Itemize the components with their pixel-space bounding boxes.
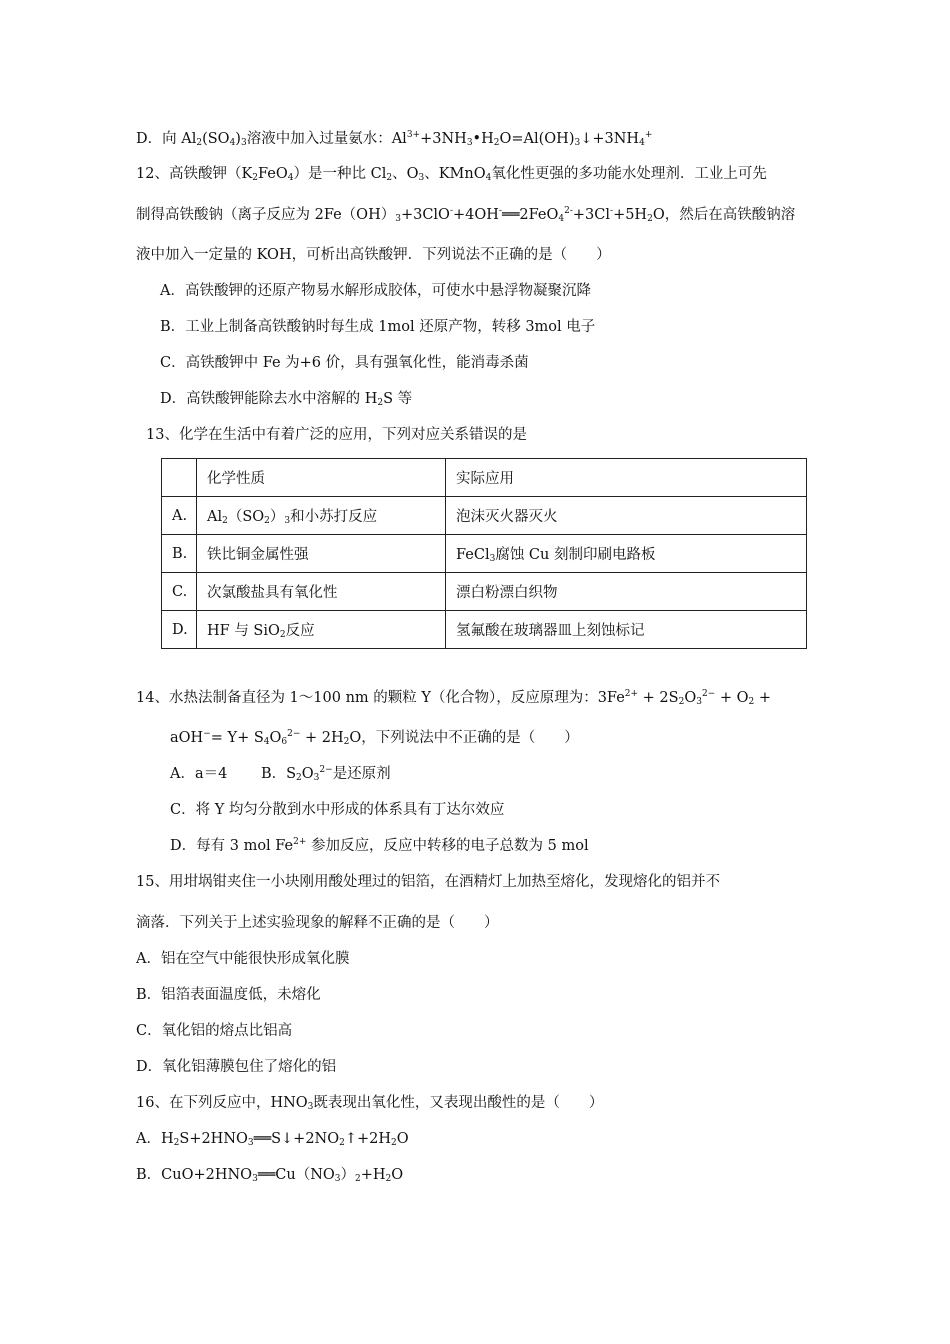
row-key: B.: [162, 535, 197, 573]
q14-stem-line2: $aOH^-= Y+ S_4O_6^{2-} + 2H_2O$，下列说法中不正确的是（ ）: [170, 729, 579, 747]
row-application: 氢氟酸在玻璃器皿上刻蚀标记: [446, 611, 807, 649]
row-property: HF 与 SiO$_2$反应: [197, 611, 446, 649]
row-application: FeCl$_3$腐蚀 Cu 刻制印刷电路板: [446, 535, 807, 573]
row-key: A.: [162, 497, 197, 535]
table-row: [162, 497, 807, 535]
q15-option-b: B．铝箔表面温度低，未熔化: [136, 987, 321, 1003]
q14-stem-line1: 14、水热法制备直径为 1～100 nm 的颗粒 Y（化合物），反应原理为：$3Fe^{2+} + 2S_2O_3^{2-} + O_2$ +: [136, 689, 771, 707]
table-header-row: [162, 459, 807, 497]
q11-option-d: D．向 $Al_2(SO_4)_3$溶液中加入过量氨水：$Al^{3+}+3NH_3•H_2O=Al(OH)_3↓+3NH_4^+$: [136, 130, 653, 148]
row-property: 铁比铜金属性强: [197, 535, 446, 573]
q15-stem-line2: 滴落．下列关于上述实验现象的解释不正确的是（ ）: [136, 915, 499, 931]
q15-option-a: A．铝在空气中能很快形成氧化膜: [136, 951, 350, 967]
q16-option-a: A．$H_2S+2HNO_3══S↓+2NO_2↑+2H_2O$: [136, 1131, 409, 1148]
q12-stem-line1: 12、高铁酸钾$(K_2FeO_4)$是一种比 $Cl_2$、$O_3$、KMnO$_4$氧化性更强的多功能水处理剂．工业上可先: [136, 166, 767, 183]
q16-stem: 16、在下列反应中，$HNO_3$既表现出氧化性，又表现出酸性的是（ ）: [136, 1095, 604, 1112]
q12-stem-line2: 制得高铁酸钠（离子反应为 $2Fe(OH)_3+3ClO^-+4OH^-══2FeO_4^{2-}+3Cl^-+5H_2O$，然后在高铁酸钠溶: [136, 206, 796, 224]
row-application: 泡沫灭火器灭火: [446, 497, 807, 535]
q15-option-d: D．氧化铝薄膜包住了熔化的铝: [136, 1059, 337, 1075]
table-cell-empty: [162, 459, 197, 497]
q14-options-ab: A．a＝4 B．$S_2O_3^{2-}$是还原剂: [170, 765, 391, 783]
q16-option-b: B．$CuO+2HNO_3══Cu(NO_3)_2+H_2O$: [136, 1167, 404, 1184]
row-property: 次氯酸盐具有氧化性: [197, 573, 446, 611]
q12-option-c: C．高铁酸钾中 Fe 为+6 价，具有强氧化性，能消毒杀菌: [160, 355, 529, 371]
q13-stem: 13、化学在生活中有着广泛的应用，下列对应关系错误的是: [146, 427, 527, 443]
q15-stem-line1: 15、用坩埚钳夹住一小块刚用酸处理过的铝箔，在酒精灯上加热至熔化，发现熔化的铝并不: [136, 874, 720, 890]
q14-option-c: C．将 Y 均匀分散到水中形成的体系具有丁达尔效应: [170, 802, 505, 818]
q14-option-d: D．每有 3 mol $Fe^{2+}$ 参加反应，反应中转移的电子总数为 5 mol: [170, 837, 589, 854]
row-application: 漂白粉漂白织物: [446, 573, 807, 611]
table-row: [162, 573, 807, 611]
row-key: D.: [162, 611, 197, 649]
table-row: [162, 611, 807, 649]
row-property: $Al_2(SO_2)_3$和小苏打反应: [197, 497, 446, 535]
table-header-property: 化学性质: [197, 459, 446, 497]
q15-option-c: C．氧化铝的熔点比铝高: [136, 1023, 293, 1039]
q12-option-a: A．高铁酸钾的还原产物易水解形成胶体，可使水中悬浮物凝聚沉降: [160, 283, 591, 299]
row-key: C.: [162, 573, 197, 611]
q12-stem-line3: 液中加入一定量的 KOH，可析出高铁酸钾．下列说法不正确的是（ ）: [136, 247, 611, 263]
table-header-application: 实际应用: [446, 459, 807, 497]
q12-option-b: B．工业上制备高铁酸钠时每生成 1mol 还原产物，转移 3mol 电子: [160, 319, 596, 335]
q12-option-d: D．高铁酸钾能除去水中溶解的 $H_2S$ 等: [160, 391, 413, 408]
table-row: [162, 535, 807, 573]
q13-table: [161, 458, 807, 649]
